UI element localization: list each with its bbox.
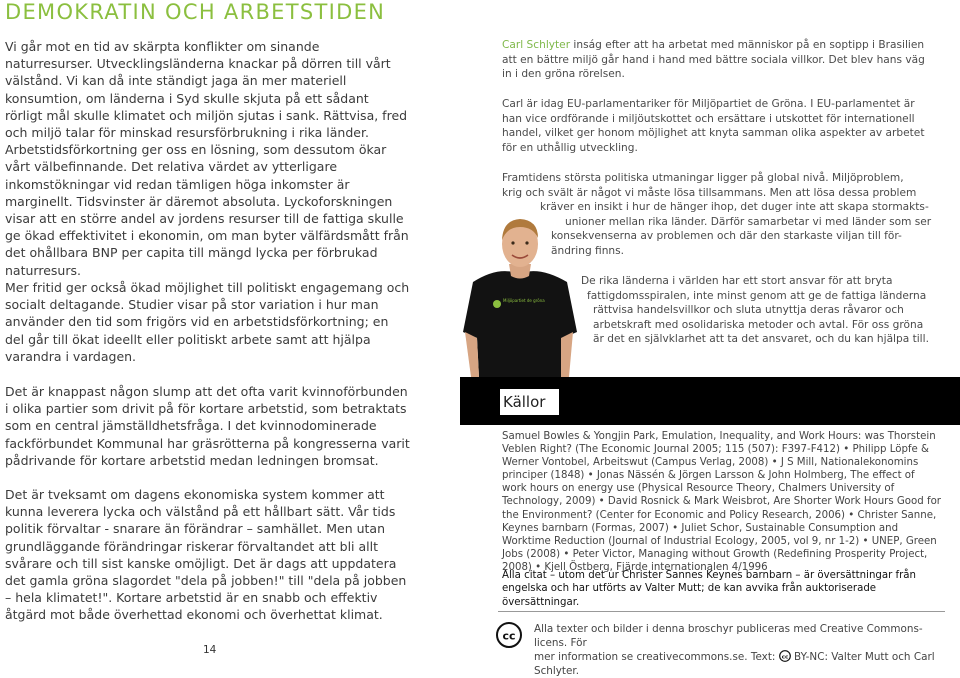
bio-paragraph-4-line-2: fattigdomsspiralen, inte minst genom att ge de fattiga länderna (587, 289, 927, 302)
sources-list: Samuel Bowles & Yongjin Park, Emulation, Inequality, and Work Hours: was Thorstein Veblen Right? (The Economic Journal 2005; 115 (507): F397-F412) • Philipp Löpfe & Werner Vontobel, Arbeitswut (Campus Verlag, 2008) • J S Mill, Nationalekonomins principer (1848) • Jonas Nässén & Jörgen Larsson & John Holmberg, The effect of work hours on energy use (Physical Resource Theory, Chalmers University of Technology, 2009) • David Rosnick & Mark Weisbrot, Are Shorter Work Hours Good for the Environment? (Center for Economic and Policy Research, 2006) • Christer Sanne, Keynes barnbarn (Formas, 2007) • Juliet Schor, Sustainable Consumption and Worktime Reduction (Journal of Industrial Ecology, 2005, vol 9, nr 1-2) • UNEP, Green Jobs (2008) • Peter Victor, Managing without Growth (Redefining Prosperity Project, 2008) • Kjell Östberg, Fjärde internationalen 4/1996 (502, 431, 941, 573)
bio-paragraph-3-line-1: Framtidens största politiska utmaningar ligger på global nivå. Miljöproblem, (502, 172, 904, 184)
body-paragraph-3: Det är knappast någon slump att det ofta varit kvinnoförbunden i olika partier som drivit på för kortare arbetstid, som betraktats som en central jämställdhetsfråga. I det kvinnodominerade fackförbundet Kommunal har gräsrötterna på kongresserna varit pådrivande för kortare arbetstid medan ledningen bromsat. (5, 384, 410, 468)
sources-heading: Källor (500, 389, 559, 415)
page-title: DEMOKRATIN OCH ARBETSTIDEN (5, 0, 386, 24)
license-line-2 (534, 650, 944, 678)
bio-text-1: inság efter att ha arbetat med människor på en soptipp i Brasilien att en bättre miljö går hand i hand med bättre sociala villkor. Det blev hans väg in i den gröna rörelsen. (502, 39, 925, 81)
bio-paragraph-2: Carl är idag EU-parlamentariker för Miljöpartiet de Gröna. I EU-parlamentet är han vice ordförande i miljöutskottet och ersättare i utskottet för internationell handel, vilket ger honom möjlighet att knyta samman olika aspekter av arbetet för en uthållig utveckling. (502, 98, 925, 154)
body-paragraph-1: Vi går mot en tid av skärpta konflikter om sinande naturresurser. Utvecklingsländerna knackar på dörren till vårt välstånd. Vi kan då inte ständigt jaga än mer materiell konsumtion, om länderna i Syd skulle skjuta på ett sådant rörligt mål skulle klimatet och miljön sjutas i sank. Rättvisa, fred och miljö talar för minskad resursförbrukning i rika länder. Arbetstidsförkortning ger oss en lösning, som dessutom ökar vårt välbefinnande. Det relativa värdet av ytterligare inkomstökningar vid redan tämligen höga inkomster är marginellt. Tidsvinster är däremot absoluta. Lyckoforskningen visar att en större andel av jordens resurser till de fattiga skulle ge ökad effektivitet i ekonomin, om man byter välfärdsmått från det ohållbara BNP per capita till mängd lycka per förbrukad naturresurs. (5, 39, 409, 278)
license-text (534, 622, 944, 678)
license-line-1: Alla texter och bilder i denna broschyr publiceras med Creative Commons-licens. För (534, 623, 923, 649)
cc-badge-text: cc (502, 629, 516, 643)
bio-paragraph-3-line-5: konsekvenserna av problemen och där den starkaste viljan till för- (551, 230, 902, 243)
license-line-2-post: BY-NC: Valter Mutt och Carl Schlyter. (534, 651, 935, 677)
page-number: 14 (203, 644, 217, 656)
bio-paragraph-1 (502, 38, 932, 82)
bio-paragraph-3-line-3: kräver en insikt i hur de hänger ihop, det duger inte att skapa stormakts- (540, 201, 929, 214)
bio-paragraph-4-line-3: rättvisa handelsvillkor och sluta utnyttja deras råvaror och (593, 304, 904, 317)
bio-paragraph-3-line-6: ändring finns. (551, 245, 625, 257)
creative-commons-icon (496, 622, 522, 648)
body-paragraph-2: Mer fritid ger också ökad möjlighet till politiskt engagemang och socialt deltagande. Studier visar på stor variation i hur man använder den tid som frigörs vid en arbetstidsförkortning; en del går till ökat ideellt eller politiskt arbete samt att hjälpa varandra i vardagen. (5, 280, 410, 364)
cc-small-badge-text: cc (781, 654, 788, 661)
bio-paragraph-4-line-1: De rika länderna i världen har ett stort ansvar för att bryta (581, 275, 893, 287)
bio-paragraph-3-line-4: unioner mellan rika länder. Därför samarbetar vi med länder som ser (565, 215, 932, 228)
bio-paragraph-4-line-4: arbetskraft med osolidariska metoder och avtal. För oss gröna (593, 318, 924, 331)
bio-paragraph-3-line-2: krig och svält är något vi måste lösa tillsammans. Men att lösa dessa problem (502, 186, 917, 199)
divider (498, 611, 945, 612)
bio-paragraph-4-line-5: är det en självklarhet att ta det ansvaret, och du kan hjälpa till. (593, 333, 929, 346)
translation-note: Alla citat – utom det ur Christer Sannes Keynes barnbarn – är översättningar från engelska och har utförts av Valter Mutt; de kan avvika från auktoriserade översättningar. (502, 570, 917, 608)
author-name: Carl Schlyter (502, 39, 571, 51)
cc-small-icon (779, 650, 791, 662)
body-paragraph-4: Det är tveksamt om dagens ekonomiska system kommer att kunna leverera lycka och välstånd på ett hållbart sätt. Vår tids politik förvaltar - snarare än förändrar – samhället. Men utan grundläggande förändringar riskerar förvaltandet att bli allt svårare och till sist kanske omöjligt. Det är dags att uppdatera det gamla gröna slagordet "dela på jobben!" till "dela på jobben – hela klimatet!". Kortare arbetstid är en snabb och effektiv åtgärd mot både överhettad ekonomi och överhettat klimat. (5, 487, 407, 623)
license-line-2-pre: mer information se creativecommons.se. Text: (534, 651, 779, 663)
shirt-logo-text: Miljöpartiet de gröna (503, 298, 545, 303)
